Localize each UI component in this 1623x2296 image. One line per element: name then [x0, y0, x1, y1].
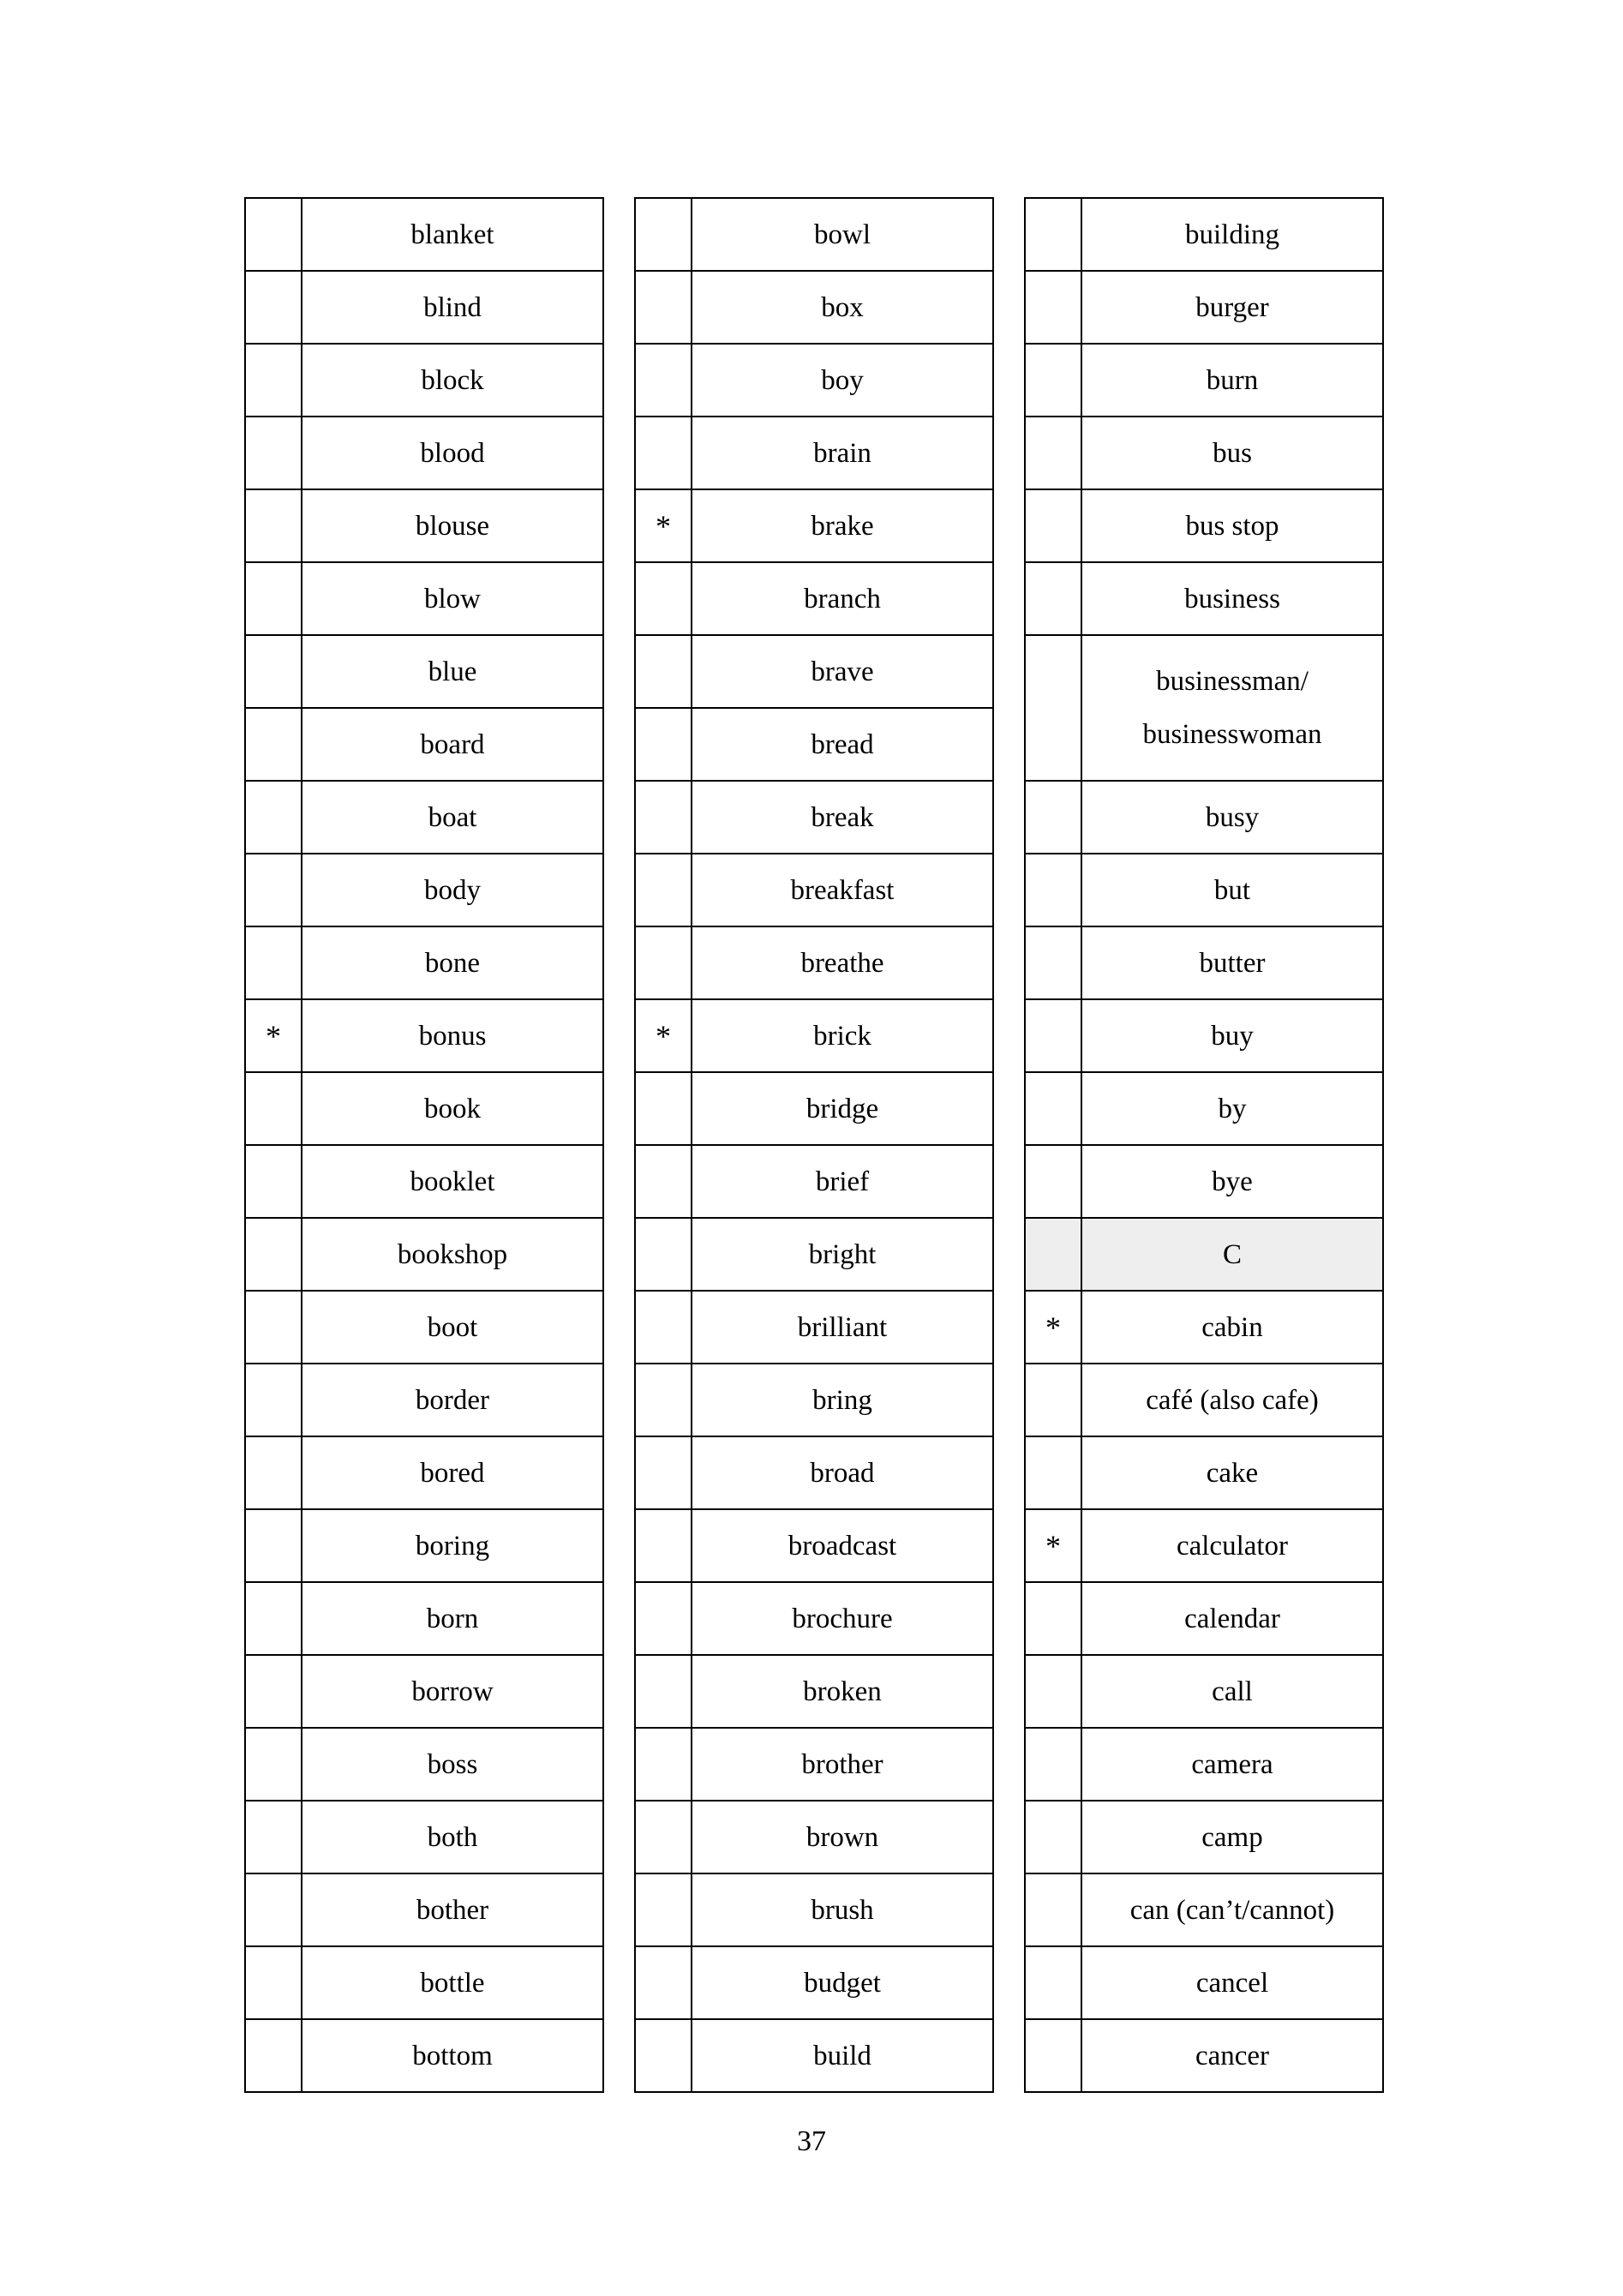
- marker-cell: [245, 1873, 302, 1946]
- word-cell: boat: [302, 781, 603, 854]
- marker-cell: [1025, 1655, 1081, 1728]
- word-cell: broadcast: [692, 1509, 993, 1582]
- marker-cell: [245, 1801, 302, 1873]
- word-cell: bored: [302, 1436, 603, 1509]
- word-cell: brother: [692, 1728, 993, 1801]
- table-row: [635, 1218, 993, 1291]
- marker-cell: [635, 562, 692, 635]
- marker-cell: [635, 1873, 692, 1946]
- word-list-column-2: [634, 197, 994, 2093]
- word-cell: box: [692, 271, 993, 344]
- word-cell: brush: [692, 1873, 993, 1946]
- section-letter: C: [1081, 1218, 1383, 1291]
- marker-cell: [245, 1145, 302, 1218]
- table-row: [1025, 198, 1383, 271]
- word-cell: boot: [302, 1291, 603, 1364]
- word-cell: brown: [692, 1801, 993, 1873]
- word-cell: butter: [1081, 926, 1383, 999]
- table-row: [245, 1873, 603, 1946]
- word-cell: blouse: [302, 489, 603, 562]
- word-cell: café (also cafe): [1081, 1364, 1383, 1436]
- marker-cell: [635, 1436, 692, 1509]
- marker-cell: [245, 781, 302, 854]
- marker-cell: [245, 1291, 302, 1364]
- marker-cell: [635, 854, 692, 926]
- table-row: [635, 1946, 993, 2019]
- word-cell: book: [302, 1072, 603, 1145]
- table-row: [635, 999, 993, 1072]
- word-cell: bone: [302, 926, 603, 999]
- table-row: [245, 926, 603, 999]
- word-cell: bright: [692, 1218, 993, 1291]
- table-row: [635, 1145, 993, 1218]
- word-cell: camp: [1081, 1801, 1383, 1873]
- marker-cell: [1025, 489, 1081, 562]
- table-row: [1025, 562, 1383, 635]
- table-row: [635, 1728, 993, 1801]
- marker-cell: [635, 781, 692, 854]
- word-cell: bottle: [302, 1946, 603, 2019]
- word-cell: boss: [302, 1728, 603, 1801]
- marker-cell: [635, 1145, 692, 1218]
- word-cell: block: [302, 344, 603, 417]
- table-row: [1025, 271, 1383, 344]
- word-cell: bottom: [302, 2019, 603, 2092]
- word-cell: bridge: [692, 1072, 993, 1145]
- word-cell: board: [302, 708, 603, 781]
- table-row: [245, 1291, 603, 1364]
- marker-cell: *: [1025, 1509, 1081, 1582]
- marker-cell: [1025, 1364, 1081, 1436]
- word-cell: camera: [1081, 1728, 1383, 1801]
- table-row: [245, 344, 603, 417]
- word-cell: brochure: [692, 1582, 993, 1655]
- marker-cell: [245, 1728, 302, 1801]
- table-row: [245, 1145, 603, 1218]
- table-row: [245, 1728, 603, 1801]
- word-cell: by: [1081, 1072, 1383, 1145]
- table-row: [1025, 489, 1383, 562]
- marker-cell: [635, 708, 692, 781]
- marker-cell: [245, 1364, 302, 1436]
- marker-cell: [1025, 1072, 1081, 1145]
- word-cell: bye: [1081, 1145, 1383, 1218]
- marker-cell: [245, 1582, 302, 1655]
- word-cell: cake: [1081, 1436, 1383, 1509]
- word-list-column-1: [244, 197, 604, 2093]
- table-row: [635, 1582, 993, 1655]
- marker-cell: [245, 2019, 302, 2092]
- table-row: [635, 1364, 993, 1436]
- marker-cell: [245, 271, 302, 344]
- table-row: [635, 271, 993, 344]
- word-cell: breathe: [692, 926, 993, 999]
- table-row: [635, 1291, 993, 1364]
- table-row: [245, 489, 603, 562]
- table-row: [635, 1873, 993, 1946]
- table-row: [635, 1072, 993, 1145]
- marker-cell: *: [635, 999, 692, 1072]
- marker-cell: [1025, 1801, 1081, 1873]
- marker-cell: [635, 1801, 692, 1873]
- word-cell: bonus: [302, 999, 603, 1072]
- marker-cell: [245, 1072, 302, 1145]
- table-row: [245, 1509, 603, 1582]
- word-cell: brain: [692, 417, 993, 489]
- word-cell: broken: [692, 1655, 993, 1728]
- table-row: [635, 854, 993, 926]
- table-row: [635, 1436, 993, 1509]
- marker-cell: [1025, 344, 1081, 417]
- table-row: [1025, 1655, 1383, 1728]
- marker-cell: [635, 417, 692, 489]
- table-row: [1025, 1582, 1383, 1655]
- table-row: [635, 708, 993, 781]
- word-cell: calculator: [1081, 1509, 1383, 1582]
- word-cell: blow: [302, 562, 603, 635]
- word-cell: brake: [692, 489, 993, 562]
- marker-cell: *: [635, 489, 692, 562]
- table-row: [1025, 1728, 1383, 1801]
- marker-cell: [245, 635, 302, 708]
- word-cell: calendar: [1081, 1582, 1383, 1655]
- table-row: [635, 781, 993, 854]
- marker-cell: [1025, 198, 1081, 271]
- marker-cell: [635, 198, 692, 271]
- word-cell: build: [692, 2019, 993, 2092]
- marker-cell: [635, 1728, 692, 1801]
- word-cell: blue: [302, 635, 603, 708]
- table-row: [635, 635, 993, 708]
- word-cell: brief: [692, 1145, 993, 1218]
- marker-cell: [635, 344, 692, 417]
- word-cell: busy: [1081, 781, 1383, 854]
- table-row: [245, 271, 603, 344]
- marker-cell: [635, 1946, 692, 2019]
- marker-cell: [245, 1218, 302, 1291]
- marker-cell: [635, 1655, 692, 1728]
- marker-cell: [245, 926, 302, 999]
- word-cell: bother: [302, 1873, 603, 1946]
- word-cell: brave: [692, 635, 993, 708]
- table-row: [245, 854, 603, 926]
- table-row: [1025, 1072, 1383, 1145]
- table-row: [635, 1509, 993, 1582]
- table-row: [245, 635, 603, 708]
- marker-cell: [635, 1072, 692, 1145]
- marker-cell: [1025, 1582, 1081, 1655]
- section-header-row: [1025, 1218, 1383, 1291]
- table-row: [1025, 1291, 1383, 1364]
- marker-cell: [635, 926, 692, 999]
- table-row: [245, 198, 603, 271]
- marker-cell: [1025, 1728, 1081, 1801]
- marker-cell: [1025, 926, 1081, 999]
- word-cell: border: [302, 1364, 603, 1436]
- table-row: [1025, 2019, 1383, 2092]
- word-cell: bread: [692, 708, 993, 781]
- table-row: [635, 926, 993, 999]
- word-cell: budget: [692, 1946, 993, 2019]
- word-cell: boy: [692, 344, 993, 417]
- marker-cell: [635, 271, 692, 344]
- table-row: [245, 562, 603, 635]
- word-cell: burn: [1081, 344, 1383, 417]
- marker-cell: [245, 854, 302, 926]
- word-cell: burger: [1081, 271, 1383, 344]
- word-cell: can (can’t/cannot): [1081, 1873, 1383, 1946]
- marker-cell: [245, 1509, 302, 1582]
- table-row: [635, 2019, 993, 2092]
- table-row: [245, 1218, 603, 1291]
- marker-cell: [1025, 271, 1081, 344]
- marker-cell: [1025, 1218, 1081, 1291]
- word-cell: brilliant: [692, 1291, 993, 1364]
- table-row: [1025, 926, 1383, 999]
- page-number: 37: [797, 2125, 826, 2157]
- table-row: [1025, 417, 1383, 489]
- word-cell: blind: [302, 271, 603, 344]
- marker-cell: [635, 2019, 692, 2092]
- marker-cell: [635, 1582, 692, 1655]
- marker-cell: [1025, 1436, 1081, 1509]
- word-cell: [1081, 635, 1383, 781]
- table-row: [1025, 1145, 1383, 1218]
- table-row: [1025, 854, 1383, 926]
- word-cell: broad: [692, 1436, 993, 1509]
- table-row: [635, 1655, 993, 1728]
- table-row: [245, 1436, 603, 1509]
- marker-cell: [245, 489, 302, 562]
- table-row: [245, 1072, 603, 1145]
- word-cell: brick: [692, 999, 993, 1072]
- marker-cell: [245, 198, 302, 271]
- table-row: [1025, 1364, 1383, 1436]
- table-row: [635, 344, 993, 417]
- table-row: [245, 1582, 603, 1655]
- word-cell: born: [302, 1582, 603, 1655]
- marker-cell: [245, 417, 302, 489]
- word-list-column-3: [1024, 197, 1384, 2093]
- marker-cell: [245, 708, 302, 781]
- word-cell: cancer: [1081, 2019, 1383, 2092]
- table-row: [1025, 1801, 1383, 1873]
- table-row: [635, 1801, 993, 1873]
- table-row: [1025, 999, 1383, 1072]
- word-cell: breakfast: [692, 854, 993, 926]
- word-cell: but: [1081, 854, 1383, 926]
- marker-cell: [635, 1364, 692, 1436]
- word-cell: blood: [302, 417, 603, 489]
- marker-cell: [245, 1655, 302, 1728]
- word-cell: blanket: [302, 198, 603, 271]
- table-row: [245, 417, 603, 489]
- marker-cell: [245, 562, 302, 635]
- word-cell: cabin: [1081, 1291, 1383, 1364]
- marker-cell: [245, 1436, 302, 1509]
- table-row: [635, 489, 993, 562]
- marker-cell: [1025, 562, 1081, 635]
- marker-cell: [635, 635, 692, 708]
- table-row: [1025, 781, 1383, 854]
- word-cell: boring: [302, 1509, 603, 1582]
- word-cell: borrow: [302, 1655, 603, 1728]
- table-row: [1025, 1509, 1383, 1582]
- marker-cell: [635, 1291, 692, 1364]
- marker-cell: *: [1025, 1291, 1081, 1364]
- word-cell: booklet: [302, 1145, 603, 1218]
- marker-cell: [1025, 2019, 1081, 2092]
- word-cell: building: [1081, 198, 1383, 271]
- table-row: [1025, 1946, 1383, 2019]
- word-cell: both: [302, 1801, 603, 1873]
- marker-cell: [1025, 1145, 1081, 1218]
- table-row: [1025, 344, 1383, 417]
- word-cell: business: [1081, 562, 1383, 635]
- table-row: [245, 1946, 603, 2019]
- table-row: [245, 708, 603, 781]
- marker-cell: *: [245, 999, 302, 1072]
- table-row: [245, 999, 603, 1072]
- word-cell: bookshop: [302, 1218, 603, 1291]
- word-cell: branch: [692, 562, 993, 635]
- word-cell: buy: [1081, 999, 1383, 1072]
- table-row: [245, 2019, 603, 2092]
- word-cell: break: [692, 781, 993, 854]
- marker-cell: [1025, 1873, 1081, 1946]
- word-cell: cancel: [1081, 1946, 1383, 2019]
- table-row: [1025, 1873, 1383, 1946]
- marker-cell: [1025, 417, 1081, 489]
- marker-cell: [1025, 1946, 1081, 2019]
- marker-cell: [245, 1946, 302, 2019]
- table-row: [245, 1801, 603, 1873]
- marker-cell: [1025, 999, 1081, 1072]
- word-cell: call: [1081, 1655, 1383, 1728]
- table-row: [245, 781, 603, 854]
- table-row: [635, 198, 993, 271]
- word-line-2: businesswoman: [1142, 719, 1322, 750]
- word-line-1: businessman/: [1156, 666, 1309, 697]
- table-row: [245, 1655, 603, 1728]
- marker-cell: [245, 344, 302, 417]
- marker-cell: [1025, 854, 1081, 926]
- word-cell: bus: [1081, 417, 1383, 489]
- word-cell: bring: [692, 1364, 993, 1436]
- marker-cell: [635, 1509, 692, 1582]
- table-row: [245, 1364, 603, 1436]
- table-row: [1025, 1436, 1383, 1509]
- marker-cell: [1025, 635, 1081, 781]
- marker-cell: [635, 1218, 692, 1291]
- word-cell: bus stop: [1081, 489, 1383, 562]
- word-cell: bowl: [692, 198, 993, 271]
- marker-cell: [1025, 781, 1081, 854]
- table-row: [1025, 635, 1383, 781]
- word-cell: body: [302, 854, 603, 926]
- table-row: [635, 417, 993, 489]
- table-row: [635, 562, 993, 635]
